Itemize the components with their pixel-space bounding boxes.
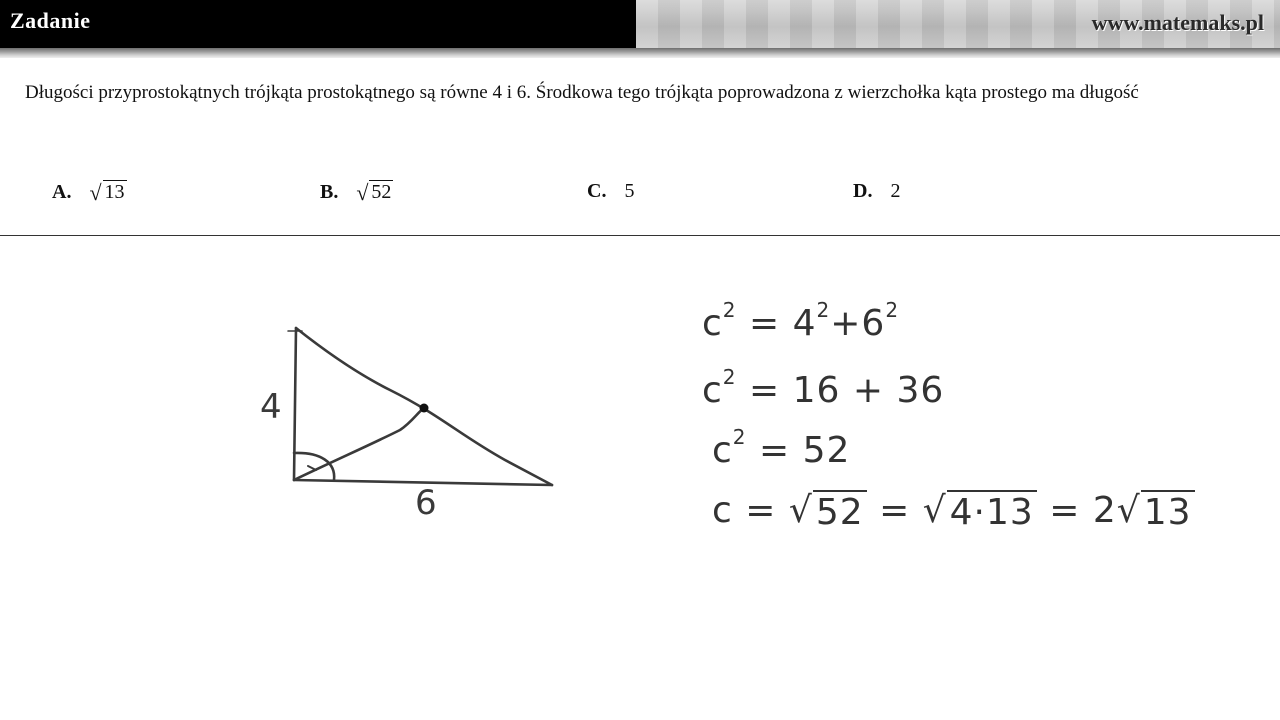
eq-term: 6 (861, 303, 886, 344)
header-title: Zadanie (10, 8, 91, 33)
answer-c-letter: C. (587, 180, 607, 202)
header-stripe (0, 48, 1280, 58)
task-text: Długości przyprostokątnych trójkąta prostokątnego są równe 4 i 6. Środkowa tego trójkąta poprowadzona z wierzchołka kąta prostego ma długość (25, 82, 1139, 103)
midpoint-dot (420, 404, 429, 413)
eq-sign: = (879, 490, 911, 531)
eq-rhs: = 52 (758, 430, 851, 471)
solution-line-4 (712, 490, 1195, 533)
eq-term: c = (712, 490, 777, 531)
solution-line-1 (702, 298, 899, 344)
vertical-leg-label: 4 (260, 387, 282, 427)
answer-d-value: 2 (890, 180, 901, 202)
eq-sign: + (830, 303, 862, 344)
eq-sign: = (748, 303, 781, 344)
solution-line-3 (712, 425, 850, 471)
site-link[interactable]: www.matemaks.pl (1091, 10, 1264, 35)
eq-exponent: 2 (722, 298, 737, 322)
answer-b[interactable] (320, 180, 393, 204)
sqrt-symbol: √ 52 (356, 180, 392, 205)
answer-a[interactable] (52, 180, 127, 204)
eq-radicand: 13 (1141, 490, 1195, 533)
answer-a-letter: A. (52, 181, 72, 203)
eq-exponent: 2 (732, 425, 747, 449)
answer-d[interactable] (853, 180, 900, 203)
eq-exponent: 2 (885, 298, 900, 322)
answer-options (0, 180, 1280, 212)
triangle-figure (250, 300, 570, 500)
eq-term: c (702, 303, 723, 344)
sqrt-symbol: √ 13 (1117, 490, 1195, 533)
header-banner (636, 0, 1280, 48)
eq-term: c (712, 430, 733, 471)
answer-b-letter: B. (320, 181, 339, 203)
eq-radicand: 4·13 (947, 490, 1037, 533)
arc-tick (308, 466, 316, 470)
sqrt-symbol: √ 13 (89, 180, 125, 205)
answer-a-value: 13 (104, 181, 125, 203)
answer-b-value: 52 (371, 181, 392, 203)
eq-term: 4 (792, 303, 817, 344)
solution-line-2 (702, 365, 944, 411)
vertical-leg (294, 328, 296, 480)
section-divider (0, 235, 1280, 236)
sqrt-symbol: √ 52 (789, 490, 867, 533)
horizontal-leg-label: 6 (415, 483, 437, 523)
eq-exponent: 2 (722, 365, 737, 389)
eq-exponent: 2 (816, 298, 831, 322)
answer-c-value: 5 (624, 180, 635, 202)
answer-d-letter: D. (853, 180, 873, 202)
answer-c[interactable] (587, 180, 634, 203)
sqrt-symbol: √ 4·13 (923, 490, 1037, 533)
eq-rhs: = 2 (1049, 490, 1117, 531)
eq-radicand: 52 (813, 490, 867, 533)
eq-rhs: = 16 + 36 (748, 370, 945, 411)
eq-term: c (702, 370, 723, 411)
